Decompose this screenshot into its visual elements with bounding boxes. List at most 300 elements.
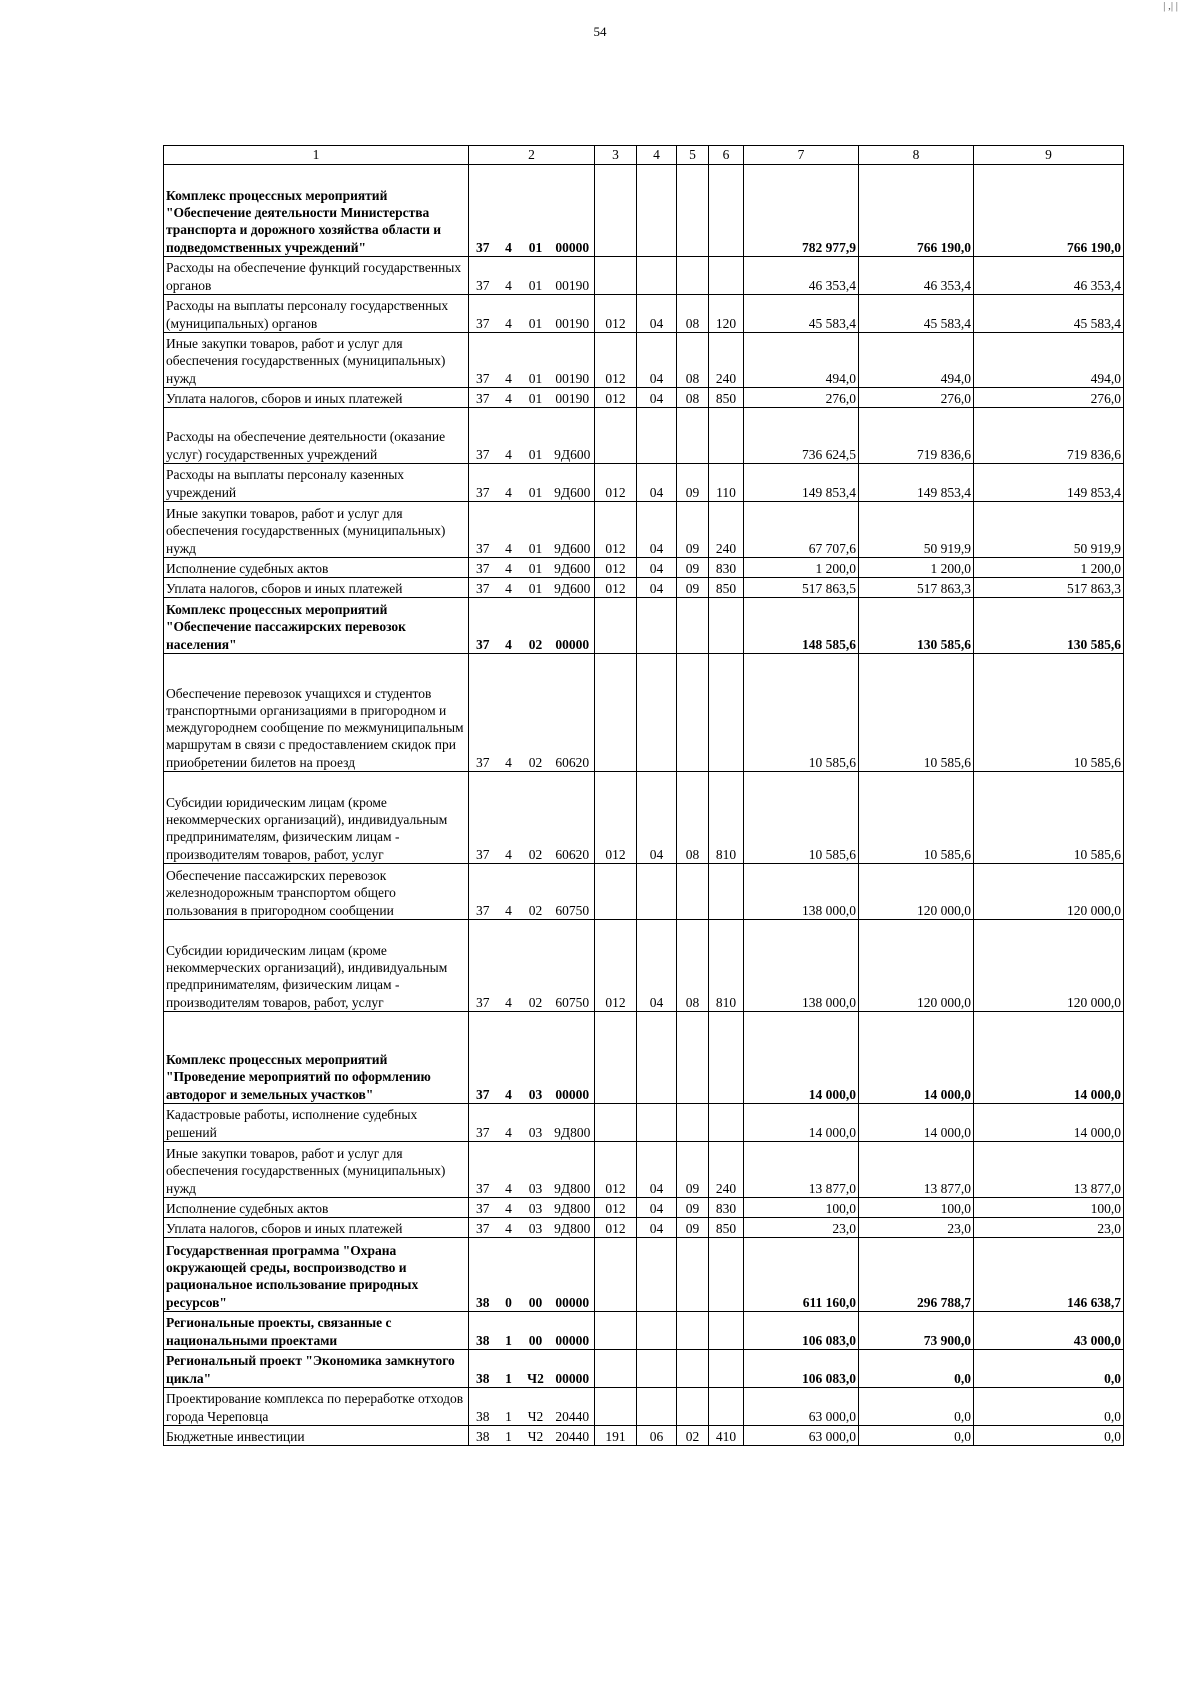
kbk-subprogram: 4: [497, 654, 521, 772]
table-row: [164, 1142, 1124, 1198]
col-6-value: 240: [709, 502, 744, 558]
amount-col-7: 611 160,0: [744, 1238, 859, 1312]
amount-col-7: 148 585,6: [744, 598, 859, 654]
kbk-program: 37: [469, 388, 497, 408]
table-row: [164, 408, 1124, 464]
amount-col-9: 517 863,3: [974, 578, 1124, 598]
col-6-value: [709, 654, 744, 772]
col-5-value: [677, 1238, 709, 1312]
amount-col-8: 14 000,0: [859, 1104, 974, 1142]
kbk-program: 38: [469, 1426, 497, 1446]
amount-col-8: 149 853,4: [859, 464, 974, 502]
amount-col-8: 0,0: [859, 1350, 974, 1388]
kbk-direction: 60750: [551, 920, 595, 1012]
amount-col-8: 10 585,6: [859, 654, 974, 772]
amount-col-7: 45 583,4: [744, 295, 859, 333]
table-row: [164, 578, 1124, 598]
kbk-program: 37: [469, 1104, 497, 1142]
kbk-measure: 01: [521, 464, 551, 502]
row-name: Бюджетные инвестиции: [164, 1426, 469, 1446]
amount-col-7: 67 707,6: [744, 502, 859, 558]
col-6-value: 240: [709, 333, 744, 388]
amount-col-8: 130 585,6: [859, 598, 974, 654]
col-4-value: 04: [637, 295, 677, 333]
kbk-direction: 00190: [551, 388, 595, 408]
col-3-value: 012: [595, 558, 637, 578]
table-row: [164, 464, 1124, 502]
col-3-value: 012: [595, 1142, 637, 1198]
amount-col-9: 146 638,7: [974, 1238, 1124, 1312]
row-name: Комплекс процессных мероприятий "Обеспечение деятельности Министерства транспорта и дорожного хозяйства области и подведомственных учреждений": [164, 165, 469, 257]
kbk-measure: Ч2: [521, 1426, 551, 1446]
col-5-value: 08: [677, 295, 709, 333]
kbk-subprogram: 4: [497, 1218, 521, 1238]
header-cell-3: 3: [595, 146, 637, 165]
amount-col-9: 100,0: [974, 1198, 1124, 1218]
col-3-value: 012: [595, 920, 637, 1012]
kbk-direction: 00190: [551, 257, 595, 295]
amount-col-7: 46 353,4: [744, 257, 859, 295]
kbk-subprogram: 4: [497, 864, 521, 920]
kbk-program: 38: [469, 1350, 497, 1388]
amount-col-9: 120 000,0: [974, 920, 1124, 1012]
kbk-measure: 01: [521, 257, 551, 295]
table-row: [164, 1012, 1124, 1104]
amount-col-8: 10 585,6: [859, 772, 974, 864]
kbk-direction: 60620: [551, 772, 595, 864]
col-6-value: [709, 1312, 744, 1350]
col-4-value: [637, 1012, 677, 1104]
col-5-value: 08: [677, 388, 709, 408]
col-4-value: 04: [637, 1142, 677, 1198]
col-6-value: 410: [709, 1426, 744, 1446]
kbk-direction: 00000: [551, 1238, 595, 1312]
row-name: Иные закупки товаров, работ и услуг для обеспечения государственных (муниципальных) нужд: [164, 502, 469, 558]
kbk-program: 37: [469, 1012, 497, 1104]
kbk-subprogram: 4: [497, 464, 521, 502]
kbk-direction: 9Д600: [551, 558, 595, 578]
table-row: [164, 333, 1124, 388]
amount-col-9: 494,0: [974, 333, 1124, 388]
col-6-value: 120: [709, 295, 744, 333]
scan-edge-mark: | ,| |: [1163, 0, 1178, 12]
row-name: Субсидии юридическим лицам (кроме некоммерческих организаций), индивидуальным предпринимателям, физическим лицам - производителям товаров, работ, услуг: [164, 920, 469, 1012]
amount-col-7: 1 200,0: [744, 558, 859, 578]
table-row: [164, 772, 1124, 864]
col-6-value: [709, 1350, 744, 1388]
col-3-value: [595, 1104, 637, 1142]
kbk-program: 37: [469, 1218, 497, 1238]
col-4-value: 04: [637, 772, 677, 864]
kbk-subprogram: 4: [497, 920, 521, 1012]
amount-col-9: 14 000,0: [974, 1012, 1124, 1104]
col-3-value: [595, 1238, 637, 1312]
kbk-measure: 01: [521, 295, 551, 333]
amount-col-7: 736 624,5: [744, 408, 859, 464]
kbk-direction: 60750: [551, 864, 595, 920]
col-3-value: [595, 654, 637, 772]
kbk-measure: 00: [521, 1312, 551, 1350]
col-6-value: 850: [709, 388, 744, 408]
kbk-program: 37: [469, 654, 497, 772]
kbk-measure: 01: [521, 502, 551, 558]
col-4-value: [637, 1312, 677, 1350]
kbk-subprogram: 0: [497, 1238, 521, 1312]
col-4-value: 04: [637, 578, 677, 598]
kbk-program: 37: [469, 920, 497, 1012]
amount-col-7: 100,0: [744, 1198, 859, 1218]
kbk-direction: 9Д800: [551, 1142, 595, 1198]
kbk-program: 37: [469, 257, 497, 295]
col-6-value: 830: [709, 1198, 744, 1218]
amount-col-9: 10 585,6: [974, 654, 1124, 772]
col-4-value: 04: [637, 502, 677, 558]
kbk-subprogram: 4: [497, 558, 521, 578]
kbk-subprogram: 1: [497, 1350, 521, 1388]
kbk-measure: 01: [521, 333, 551, 388]
col-3-value: 012: [595, 1198, 637, 1218]
amount-col-9: 46 353,4: [974, 257, 1124, 295]
kbk-measure: 03: [521, 1218, 551, 1238]
col-6-value: [709, 864, 744, 920]
amount-col-8: 296 788,7: [859, 1238, 974, 1312]
col-4-value: 04: [637, 920, 677, 1012]
amount-col-8: 23,0: [859, 1218, 974, 1238]
table-row: [164, 654, 1124, 772]
kbk-subprogram: 4: [497, 598, 521, 654]
amount-col-7: 149 853,4: [744, 464, 859, 502]
table-row: [164, 598, 1124, 654]
kbk-direction: 20440: [551, 1426, 595, 1446]
col-4-value: [637, 408, 677, 464]
col-4-value: [637, 1104, 677, 1142]
col-4-value: [637, 864, 677, 920]
row-name: Комплекс процессных мероприятий "Проведение мероприятий по оформлению автодорог и земельных участков": [164, 1012, 469, 1104]
amount-col-8: 73 900,0: [859, 1312, 974, 1350]
amount-col-7: 63 000,0: [744, 1426, 859, 1446]
header-cell-2: 2: [469, 146, 595, 165]
amount-col-7: 106 083,0: [744, 1312, 859, 1350]
table-row: [164, 558, 1124, 578]
kbk-measure: 02: [521, 654, 551, 772]
kbk-direction: 00190: [551, 295, 595, 333]
kbk-measure: Ч2: [521, 1350, 551, 1388]
row-name: Расходы на обеспечение деятельности (оказание услуг) государственных учреждений: [164, 408, 469, 464]
col-4-value: 04: [637, 333, 677, 388]
kbk-subprogram: 4: [497, 1142, 521, 1198]
col-3-value: 012: [595, 1218, 637, 1238]
amount-col-8: 120 000,0: [859, 864, 974, 920]
row-name: Региональные проекты, связанные с национальными проектами: [164, 1312, 469, 1350]
amount-col-7: 494,0: [744, 333, 859, 388]
kbk-subprogram: 4: [497, 333, 521, 388]
header-cell-1: 1: [164, 146, 469, 165]
amount-col-7: 138 000,0: [744, 920, 859, 1012]
row-name: Расходы на обеспечение функций государственных органов: [164, 257, 469, 295]
amount-col-9: 276,0: [974, 388, 1124, 408]
kbk-measure: 03: [521, 1104, 551, 1142]
amount-col-9: 766 190,0: [974, 165, 1124, 257]
kbk-direction: 9Д800: [551, 1198, 595, 1218]
kbk-program: 38: [469, 1238, 497, 1312]
amount-col-7: 276,0: [744, 388, 859, 408]
kbk-subprogram: 4: [497, 257, 521, 295]
col-6-value: [709, 598, 744, 654]
amount-col-9: 13 877,0: [974, 1142, 1124, 1198]
kbk-measure: 03: [521, 1142, 551, 1198]
kbk-program: 37: [469, 333, 497, 388]
col-4-value: 04: [637, 558, 677, 578]
table-row: [164, 1388, 1124, 1426]
header-cell-6: 6: [709, 146, 744, 165]
table-row: [164, 1218, 1124, 1238]
kbk-direction: 20440: [551, 1388, 595, 1426]
col-5-value: [677, 1312, 709, 1350]
col-6-value: [709, 1012, 744, 1104]
amount-col-7: 106 083,0: [744, 1350, 859, 1388]
amount-col-7: 63 000,0: [744, 1388, 859, 1426]
kbk-direction: 00000: [551, 1350, 595, 1388]
kbk-direction: 9Д800: [551, 1218, 595, 1238]
table-body: [164, 165, 1124, 1446]
amount-col-9: 23,0: [974, 1218, 1124, 1238]
kbk-program: 37: [469, 1142, 497, 1198]
amount-col-8: 0,0: [859, 1426, 974, 1446]
table-row: [164, 257, 1124, 295]
col-4-value: [637, 654, 677, 772]
col-5-value: [677, 1104, 709, 1142]
col-6-value: [709, 1104, 744, 1142]
amount-col-8: 100,0: [859, 1198, 974, 1218]
table-row: [164, 295, 1124, 333]
row-name: Исполнение судебных актов: [164, 1198, 469, 1218]
amount-col-8: 719 836,6: [859, 408, 974, 464]
kbk-subprogram: 4: [497, 578, 521, 598]
header-cell-8: 8: [859, 146, 974, 165]
kbk-subprogram: 4: [497, 502, 521, 558]
col-5-value: [677, 1012, 709, 1104]
kbk-direction: 9Д600: [551, 578, 595, 598]
col-5-value: [677, 1388, 709, 1426]
kbk-measure: 01: [521, 165, 551, 257]
col-6-value: 110: [709, 464, 744, 502]
col-3-value: 012: [595, 502, 637, 558]
kbk-program: 37: [469, 165, 497, 257]
col-4-value: [637, 165, 677, 257]
kbk-measure: 02: [521, 920, 551, 1012]
kbk-measure: 01: [521, 388, 551, 408]
row-name: Расходы на выплаты персоналу государственных (муниципальных) органов: [164, 295, 469, 333]
kbk-measure: 02: [521, 864, 551, 920]
amount-col-9: 50 919,9: [974, 502, 1124, 558]
amount-col-7: 517 863,5: [744, 578, 859, 598]
kbk-program: 37: [469, 502, 497, 558]
col-5-value: [677, 598, 709, 654]
col-4-value: [637, 1388, 677, 1426]
col-3-value: [595, 165, 637, 257]
kbk-subprogram: 4: [497, 772, 521, 864]
kbk-program: 37: [469, 558, 497, 578]
table-row: [164, 1104, 1124, 1142]
table-row: [164, 165, 1124, 257]
amount-col-9: 45 583,4: [974, 295, 1124, 333]
kbk-program: 37: [469, 295, 497, 333]
row-name: Иные закупки товаров, работ и услуг для обеспечения государственных (муниципальных) нужд: [164, 1142, 469, 1198]
kbk-program: 38: [469, 1312, 497, 1350]
amount-col-8: 45 583,4: [859, 295, 974, 333]
header-cell-4: 4: [637, 146, 677, 165]
kbk-subprogram: 4: [497, 1104, 521, 1142]
col-6-value: 830: [709, 558, 744, 578]
col-4-value: 04: [637, 464, 677, 502]
budget-table: [163, 145, 1124, 1446]
kbk-measure: 01: [521, 558, 551, 578]
amount-col-8: 517 863,3: [859, 578, 974, 598]
header-cell-7: 7: [744, 146, 859, 165]
col-5-value: 09: [677, 1198, 709, 1218]
table-row: [164, 388, 1124, 408]
col-5-value: [677, 1350, 709, 1388]
col-6-value: 240: [709, 1142, 744, 1198]
col-3-value: 012: [595, 464, 637, 502]
col-4-value: [637, 257, 677, 295]
kbk-measure: 01: [521, 578, 551, 598]
col-5-value: 02: [677, 1426, 709, 1446]
amount-col-8: 14 000,0: [859, 1012, 974, 1104]
kbk-program: 38: [469, 1388, 497, 1426]
kbk-measure: Ч2: [521, 1388, 551, 1426]
col-5-value: 08: [677, 772, 709, 864]
col-3-value: 012: [595, 333, 637, 388]
col-3-value: [595, 1012, 637, 1104]
amount-col-7: 13 877,0: [744, 1142, 859, 1198]
amount-col-7: 14 000,0: [744, 1104, 859, 1142]
col-6-value: [709, 1388, 744, 1426]
amount-col-9: 719 836,6: [974, 408, 1124, 464]
kbk-subprogram: 1: [497, 1312, 521, 1350]
kbk-subprogram: 4: [497, 408, 521, 464]
col-5-value: [677, 654, 709, 772]
col-3-value: 012: [595, 578, 637, 598]
kbk-measure: 03: [521, 1012, 551, 1104]
col-6-value: 850: [709, 1218, 744, 1238]
kbk-measure: 02: [521, 772, 551, 864]
row-name: Субсидии юридическим лицам (кроме некоммерческих организаций), индивидуальным предпринимателям, физическим лицам - производителям товаров, работ, услуг: [164, 772, 469, 864]
col-3-value: 012: [595, 772, 637, 864]
col-4-value: [637, 1350, 677, 1388]
amount-col-8: 494,0: [859, 333, 974, 388]
col-6-value: [709, 165, 744, 257]
col-5-value: 08: [677, 333, 709, 388]
amount-col-7: 23,0: [744, 1218, 859, 1238]
col-4-value: [637, 598, 677, 654]
amount-col-8: 13 877,0: [859, 1142, 974, 1198]
kbk-direction: 00000: [551, 1312, 595, 1350]
kbk-measure: 02: [521, 598, 551, 654]
table-row: [164, 1426, 1124, 1446]
col-6-value: 810: [709, 772, 744, 864]
col-5-value: [677, 864, 709, 920]
row-name: Уплата налогов, сборов и иных платежей: [164, 388, 469, 408]
amount-col-7: 10 585,6: [744, 772, 859, 864]
col-6-value: 850: [709, 578, 744, 598]
col-6-value: [709, 1238, 744, 1312]
kbk-subprogram: 4: [497, 165, 521, 257]
amount-col-9: 149 853,4: [974, 464, 1124, 502]
kbk-direction: 9Д800: [551, 1104, 595, 1142]
col-6-value: [709, 257, 744, 295]
amount-col-8: 46 353,4: [859, 257, 974, 295]
amount-col-7: 138 000,0: [744, 864, 859, 920]
col-5-value: [677, 165, 709, 257]
kbk-direction: 00000: [551, 165, 595, 257]
amount-col-9: 120 000,0: [974, 864, 1124, 920]
amount-col-9: 130 585,6: [974, 598, 1124, 654]
kbk-program: 37: [469, 772, 497, 864]
amount-col-9: 0,0: [974, 1426, 1124, 1446]
kbk-measure: 00: [521, 1238, 551, 1312]
header-cell-9: 9: [974, 146, 1124, 165]
amount-col-7: 10 585,6: [744, 654, 859, 772]
row-name: Иные закупки товаров, работ и услуг для обеспечения государственных (муниципальных) нужд: [164, 333, 469, 388]
table-row: [164, 502, 1124, 558]
kbk-measure: 01: [521, 408, 551, 464]
amount-col-8: 0,0: [859, 1388, 974, 1426]
col-6-value: [709, 408, 744, 464]
col-6-value: 810: [709, 920, 744, 1012]
col-3-value: [595, 408, 637, 464]
kbk-subprogram: 1: [497, 1388, 521, 1426]
col-5-value: [677, 408, 709, 464]
row-name: Проектирование комплекса по переработке отходов города Череповца: [164, 1388, 469, 1426]
header-row: [164, 146, 1124, 165]
amount-col-9: 0,0: [974, 1350, 1124, 1388]
kbk-direction: 9Д600: [551, 502, 595, 558]
amount-col-7: 782 977,9: [744, 165, 859, 257]
table-row: [164, 1350, 1124, 1388]
amount-col-8: 276,0: [859, 388, 974, 408]
kbk-program: 37: [469, 578, 497, 598]
row-name: Кадастровые работы, исполнение судебных решений: [164, 1104, 469, 1142]
col-4-value: [637, 1238, 677, 1312]
page-number: 54: [593, 24, 607, 39]
row-name: Комплекс процессных мероприятий "Обеспечение пассажирских перевозок населения": [164, 598, 469, 654]
row-name: Уплата налогов, сборов и иных платежей: [164, 578, 469, 598]
amount-col-9: 14 000,0: [974, 1104, 1124, 1142]
kbk-program: 37: [469, 864, 497, 920]
amount-col-8: 120 000,0: [859, 920, 974, 1012]
col-3-value: 191: [595, 1426, 637, 1446]
col-5-value: 09: [677, 1218, 709, 1238]
kbk-subprogram: 4: [497, 1012, 521, 1104]
col-3-value: [595, 257, 637, 295]
row-name: Уплата налогов, сборов и иных платежей: [164, 1218, 469, 1238]
col-4-value: 06: [637, 1426, 677, 1446]
kbk-program: 37: [469, 408, 497, 464]
col-3-value: 012: [595, 295, 637, 333]
kbk-program: 37: [469, 464, 497, 502]
kbk-subprogram: 1: [497, 1426, 521, 1446]
kbk-direction: 9Д600: [551, 464, 595, 502]
row-name: Обеспечение перевозок учащихся и студентов транспортными организациями в пригородном и междугороднем сообщение по межмуниципальным маршрутам в связи с предоставлением скидок при приобретении билетов на проезд: [164, 654, 469, 772]
amount-col-9: 0,0: [974, 1388, 1124, 1426]
kbk-direction: 00000: [551, 598, 595, 654]
amount-col-9: 10 585,6: [974, 772, 1124, 864]
table-row: [164, 920, 1124, 1012]
col-4-value: 04: [637, 388, 677, 408]
table-row: [164, 864, 1124, 920]
kbk-subprogram: 4: [497, 295, 521, 333]
